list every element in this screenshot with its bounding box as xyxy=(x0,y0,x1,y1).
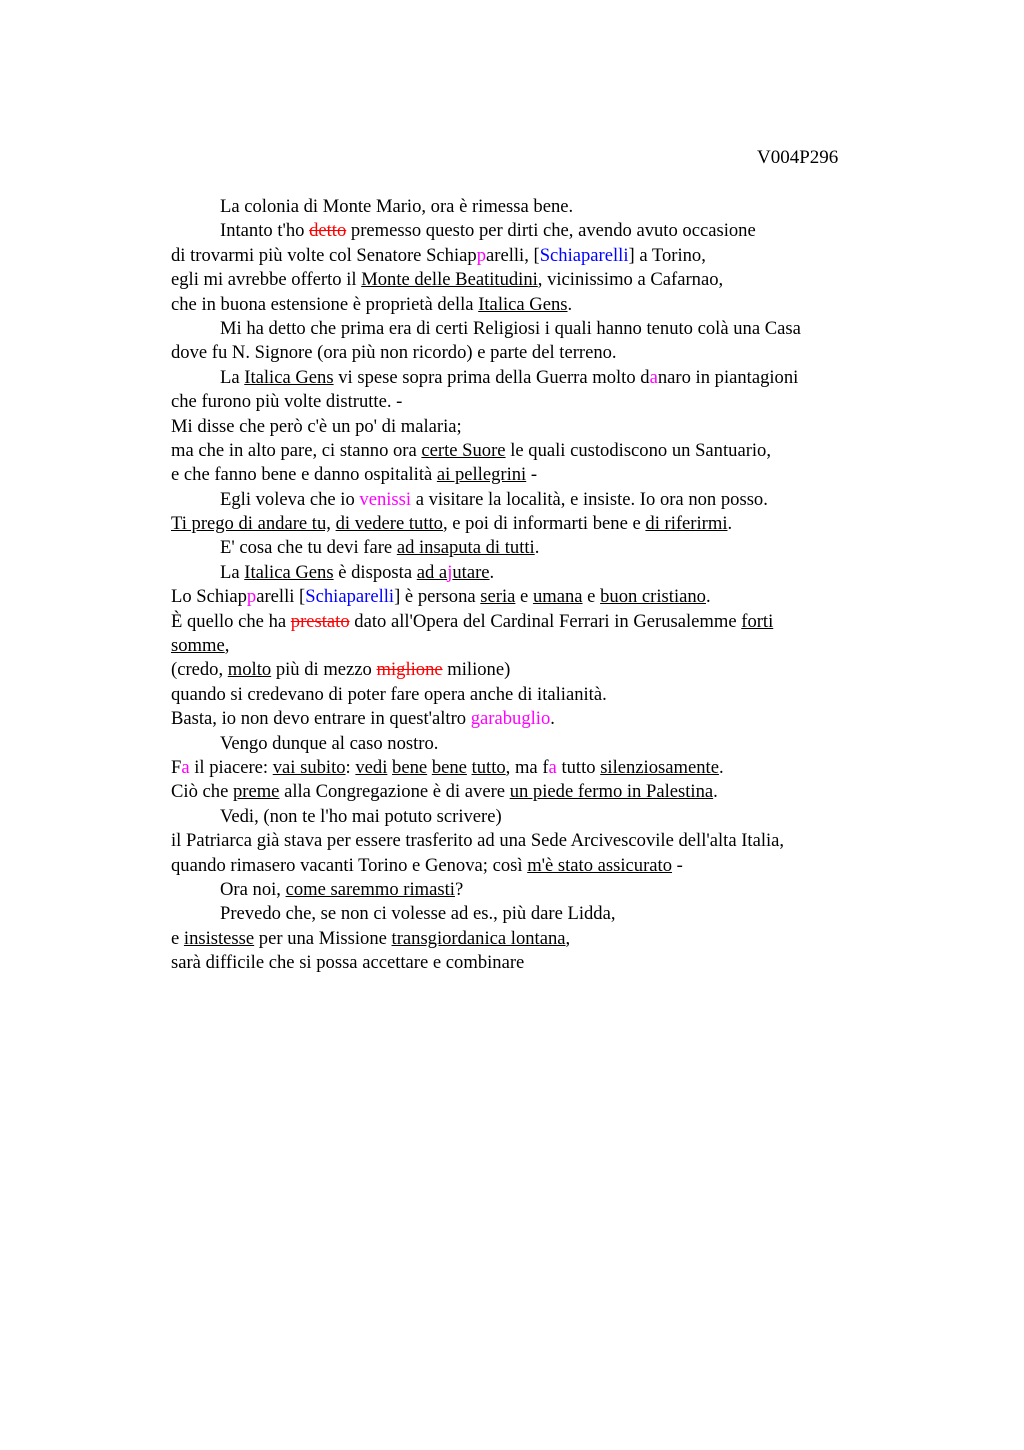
underlined-text: somme xyxy=(171,635,225,657)
text-segment: dato all'Opera del Cardinal Ferrari in Gerusalemme xyxy=(349,610,742,632)
text-line xyxy=(171,585,871,609)
text-segment: quando si credevano di poter fare opera anche di italianità. xyxy=(171,683,607,705)
underlined-text: insistesse xyxy=(183,927,255,949)
text-segment: La xyxy=(220,366,245,388)
text-segment: premesso questo per dirti che, avendo avuto occasione xyxy=(346,220,756,242)
underlined-text: vai subito xyxy=(272,756,346,778)
text-line xyxy=(171,805,871,829)
letter-body xyxy=(171,195,871,976)
text-segment: alla Congregazione è di avere xyxy=(279,781,510,803)
text-line xyxy=(171,854,871,878)
underlined-text: tutto xyxy=(471,756,506,778)
underlined-text: m'è stato assicurato xyxy=(527,854,673,876)
underlined-text: utare xyxy=(452,561,490,583)
text-line xyxy=(171,219,871,243)
text-segment: , vicinissimo a Cafarnao, xyxy=(537,269,724,291)
text-segment: il Patriarca già stava per essere trasferito ad una Sede Arcivescovile dell'alta Italia, xyxy=(171,830,785,852)
underlined-text: un piede fermo in Palestina xyxy=(509,781,714,803)
text-segment: Vengo dunque al caso nostro. xyxy=(220,732,439,754)
underlined-text: ad insaputa di tutti xyxy=(396,537,535,559)
underlined-text: bene xyxy=(431,756,467,778)
text-segment: per una Missione xyxy=(254,927,392,949)
text-segment: egli mi avrebbe offerto il xyxy=(171,269,362,291)
text-segment: Ora noi, xyxy=(220,878,286,900)
text-segment: a visitare la località, e insiste. Io ora non posso. xyxy=(411,488,768,510)
text-line xyxy=(171,927,871,951)
text-line xyxy=(171,317,871,341)
text-line xyxy=(171,610,871,634)
highlighted-correction: a xyxy=(181,756,190,778)
text-line xyxy=(171,195,871,219)
text-segment: e che fanno bene e danno ospitalità xyxy=(171,464,437,486)
underlined-text: ai pellegrini xyxy=(436,464,527,486)
text-segment: . xyxy=(550,708,555,730)
text-segment: ? xyxy=(454,878,464,900)
underlined-text: ad a xyxy=(416,561,448,583)
text-line xyxy=(171,536,871,560)
underlined-text: di vedere tutto xyxy=(335,513,443,535)
text-segment: Intanto t'ho xyxy=(220,220,310,242)
strikethrough-text: detto xyxy=(309,220,347,242)
text-segment: naro in piantagioni xyxy=(657,366,799,388)
text-segment: vi spese sopra prima della Guerra molto d xyxy=(333,366,650,388)
underlined-text: seria xyxy=(480,586,516,608)
underlined-text: transgiordanica lontana xyxy=(391,927,566,949)
text-line xyxy=(171,341,871,365)
text-segment: tutto xyxy=(556,756,601,778)
text-segment: È quello che ha xyxy=(171,610,291,632)
strikethrough-text: miglione xyxy=(376,659,443,681)
text-segment: quando rimasero vacanti Torino e Genova; così xyxy=(171,854,528,876)
text-line xyxy=(171,829,871,853)
bracketed-correction: Schiaparelli xyxy=(539,244,629,266)
text-segment: Vedi, (non te l'ho mai potuto scrivere) xyxy=(220,805,502,827)
text-line xyxy=(171,366,871,390)
text-line xyxy=(171,732,871,756)
text-segment: milione) xyxy=(442,659,511,681)
text-segment: che in buona estensione è proprietà della xyxy=(171,293,479,315)
text-line xyxy=(171,463,871,487)
underlined-text: Ti prego di andare tu, xyxy=(171,513,331,535)
text-line xyxy=(171,683,871,707)
text-line xyxy=(171,512,871,536)
text-line xyxy=(171,878,871,902)
underlined-text: Italica Gens xyxy=(244,561,334,583)
text-segment: Ciò che xyxy=(171,781,233,803)
text-segment: arelli [ xyxy=(256,586,306,608)
text-segment: è disposta xyxy=(333,561,417,583)
text-segment: di trovarmi più volte col Senatore Schiap xyxy=(171,244,477,266)
text-line xyxy=(171,780,871,804)
text-segment: che furono più volte distrutte. - xyxy=(171,391,403,413)
text-line xyxy=(171,244,871,268)
text-segment: arelli, [ xyxy=(486,244,540,266)
highlighted-correction: p xyxy=(476,244,486,266)
highlighted-correction: a xyxy=(548,756,557,778)
text-segment: le quali custodiscono un Santuario, xyxy=(505,439,771,461)
underlined-text: buon cristiano xyxy=(600,586,706,608)
highlighted-correction: p xyxy=(246,586,257,608)
text-segment: Prevedo che, se non ci volesse ad es., più dare Lidda, xyxy=(220,903,616,925)
text-segment: (credo, xyxy=(171,659,228,681)
underlined-text: certe Suore xyxy=(421,439,506,461)
text-line xyxy=(171,415,871,439)
text-segment: . xyxy=(567,293,573,315)
text-segment: . xyxy=(713,781,718,803)
text-segment: La colonia di Monte Mario, ora è rimessa bene. xyxy=(220,196,574,217)
text-segment: : xyxy=(345,756,356,778)
text-segment: . xyxy=(489,561,495,583)
page-identifier: V004P296 xyxy=(757,147,839,168)
underlined-text: preme xyxy=(232,781,280,803)
text-segment: E' cosa che tu devi fare xyxy=(220,537,397,559)
underlined-text: vedi xyxy=(355,756,388,778)
text-segment: ma che in alto pare, ci stanno ora xyxy=(171,439,422,461)
text-segment: Mi ha detto che prima era di certi Religiosi i quali hanno tenuto colà una Casa xyxy=(220,317,801,339)
underlined-text: bene xyxy=(392,756,428,778)
underlined-text: Italica Gens xyxy=(244,366,334,388)
text-segment: . xyxy=(534,537,540,559)
text-segment: e xyxy=(582,586,601,608)
text-segment: Basta, io non devo entrare in quest'altro xyxy=(171,708,471,730)
text-line xyxy=(171,634,871,658)
underlined-text: Monte delle Beatitudini xyxy=(361,269,538,291)
text-segment: , xyxy=(565,927,571,949)
highlighted-correction: garabuglio xyxy=(470,708,551,730)
text-segment: . xyxy=(718,756,724,778)
text-line xyxy=(171,951,871,975)
underlined-text: di riferirmi xyxy=(645,513,728,535)
highlighted-correction: a xyxy=(649,366,658,388)
text-line xyxy=(171,658,871,682)
text-segment: ] a Torino, xyxy=(628,244,706,266)
underlined-text: Italica Gens xyxy=(478,293,568,315)
text-segment: e xyxy=(515,586,533,608)
text-segment: - xyxy=(672,854,683,876)
underlined-text: forti xyxy=(741,610,774,632)
text-line xyxy=(171,756,871,780)
text-line xyxy=(171,268,871,292)
text-line xyxy=(171,707,871,731)
text-segment: e xyxy=(171,927,184,949)
text-segment: ] è persona xyxy=(394,586,481,608)
bracketed-correction: Schiaparelli xyxy=(305,586,395,608)
text-line xyxy=(171,439,871,463)
underlined-text: silenziosamente xyxy=(600,756,719,778)
text-line xyxy=(171,561,871,585)
underlined-highlighted-correction: j xyxy=(447,561,453,583)
text-segment: sarà difficile che si possa accettare e combinare xyxy=(171,952,525,974)
text-segment: Lo Schiap xyxy=(171,586,247,608)
text-line xyxy=(171,902,871,926)
text-segment: F xyxy=(171,756,182,778)
text-segment: dove fu N. Signore (ora più non ricordo) e parte del terreno. xyxy=(171,342,617,364)
text-line xyxy=(171,488,871,512)
text-segment: , ma f xyxy=(505,756,549,778)
highlighted-correction: venissi xyxy=(359,488,412,510)
text-segment: - xyxy=(526,464,538,486)
underlined-text: umana xyxy=(532,586,583,608)
text-segment: più di mezzo xyxy=(271,659,377,681)
text-segment: il piacere: xyxy=(189,756,273,778)
text-segment: , xyxy=(224,635,230,657)
text-segment: , e poi di informarti bene e xyxy=(442,513,646,535)
underlined-text: come saremmo rimasti xyxy=(285,878,455,900)
underlined-text: molto xyxy=(227,659,272,681)
text-segment: . xyxy=(705,586,711,608)
text-segment: . xyxy=(727,513,733,535)
text-line xyxy=(171,390,871,414)
strikethrough-text: prestato xyxy=(290,610,350,632)
text-line xyxy=(171,293,871,317)
text-segment: La xyxy=(220,561,245,583)
text-segment: Egli voleva che io xyxy=(220,488,360,510)
text-segment: Mi disse che però c'è un po' di malaria; xyxy=(171,415,462,437)
